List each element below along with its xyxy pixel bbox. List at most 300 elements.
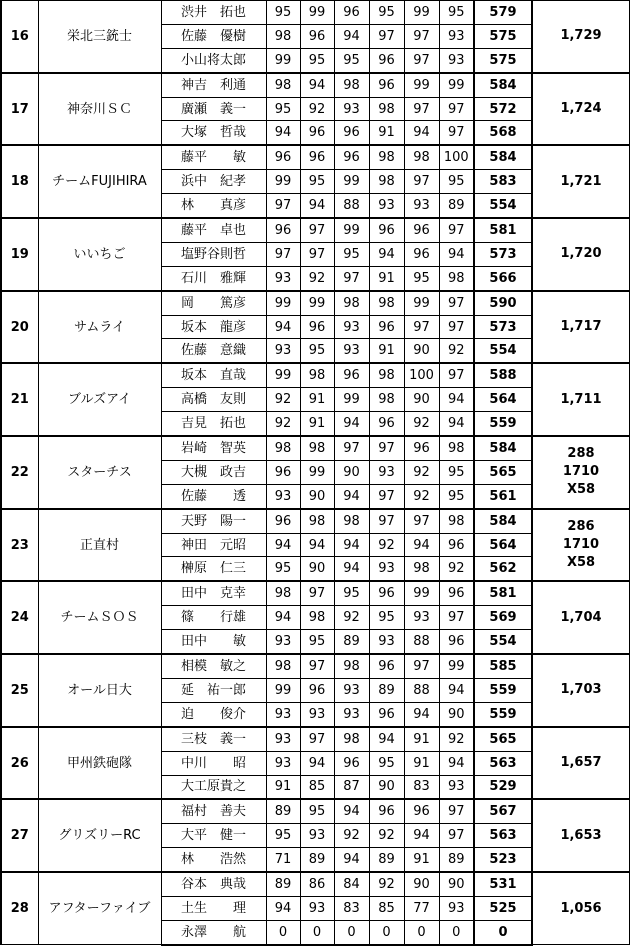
series-score: 98 <box>334 73 369 97</box>
shooter-name: 佐藤 透 <box>161 484 266 508</box>
series-score: 99 <box>439 654 474 678</box>
series-score: 97 <box>439 97 474 121</box>
series-score: 95 <box>300 630 334 654</box>
series-score: 95 <box>404 266 439 290</box>
series-score: 94 <box>266 606 300 630</box>
series-score: 91 <box>404 848 439 872</box>
series-score: 95 <box>439 484 474 508</box>
series-score: 99 <box>266 363 300 387</box>
series-score: 83 <box>404 775 439 799</box>
series-score: 97 <box>369 24 404 48</box>
series-score: 95 <box>266 824 300 848</box>
series-score: 96 <box>369 581 404 605</box>
series-score: 90 <box>334 460 369 484</box>
team-total <box>532 799 630 872</box>
team-total <box>532 727 630 800</box>
team-total-line: 1,724 <box>560 101 602 116</box>
team-total <box>532 363 630 436</box>
series-score: 98 <box>369 388 404 412</box>
team-name: いいちご <box>38 218 161 291</box>
series-score: 95 <box>439 0 474 24</box>
results-table-body <box>1 0 630 945</box>
series-score: 96 <box>404 218 439 242</box>
series-score: 98 <box>266 24 300 48</box>
shooter-name: 吉見 拓也 <box>161 412 266 436</box>
series-score: 97 <box>439 291 474 315</box>
team-total-line: 1,056 <box>560 900 602 916</box>
series-score: 83 <box>334 896 369 920</box>
series-score: 93 <box>334 339 369 363</box>
series-score: 92 <box>266 388 300 412</box>
shooter-total: 523 <box>474 848 532 872</box>
series-score: 88 <box>404 678 439 702</box>
series-score: 99 <box>300 0 334 24</box>
series-score: 96 <box>369 315 404 339</box>
series-score: 91 <box>300 412 334 436</box>
shooter-total: 563 <box>474 751 532 775</box>
team-rank: 19 <box>1 218 38 291</box>
series-score: 98 <box>439 509 474 533</box>
series-score: 90 <box>439 872 474 896</box>
shooter-name: 中川 昭 <box>161 751 266 775</box>
team-total <box>532 581 630 654</box>
shooter-total: 566 <box>474 266 532 290</box>
series-score: 99 <box>300 291 334 315</box>
series-score: 97 <box>439 121 474 145</box>
shooter-name: 林 浩然 <box>161 848 266 872</box>
series-score: 88 <box>334 194 369 218</box>
series-score: 99 <box>404 291 439 315</box>
series-score: 96 <box>439 630 474 654</box>
series-score: 99 <box>266 48 300 72</box>
team-total-line: 1,717 <box>560 319 602 335</box>
series-score: 98 <box>369 363 404 387</box>
shooter-total: 575 <box>474 24 532 48</box>
shooter-name: 石川 雅輝 <box>161 266 266 290</box>
team-name: 甲州鉄砲隊 <box>38 727 161 800</box>
series-score: 94 <box>439 412 474 436</box>
series-score: 97 <box>404 48 439 72</box>
shooter-total: 565 <box>474 460 532 484</box>
series-score: 90 <box>369 775 404 799</box>
shooter-total: 584 <box>474 436 532 460</box>
shooter-total: 573 <box>474 242 532 266</box>
series-score: 94 <box>334 799 369 823</box>
shooter-name: 大塚 哲哉 <box>161 121 266 145</box>
series-score: 96 <box>369 73 404 97</box>
series-score: 93 <box>404 194 439 218</box>
series-score: 93 <box>266 727 300 751</box>
series-score: 98 <box>300 509 334 533</box>
series-score: 96 <box>369 218 404 242</box>
team-name: チームＳＯＳ <box>38 581 161 654</box>
series-score: 98 <box>369 97 404 121</box>
shooter-name: 坂本 龍彦 <box>161 315 266 339</box>
series-score: 98 <box>300 436 334 460</box>
series-score: 95 <box>439 460 474 484</box>
shooter-name: 田中 敏 <box>161 630 266 654</box>
shooter-total: 575 <box>474 48 532 72</box>
table-row <box>1 654 630 678</box>
series-score: 96 <box>334 0 369 24</box>
series-score: 93 <box>266 630 300 654</box>
series-score: 100 <box>404 363 439 387</box>
series-score: 98 <box>334 291 369 315</box>
team-total-line: X58 <box>566 555 596 571</box>
team-total <box>532 509 630 582</box>
shooter-name: 廣瀬 義一 <box>161 97 266 121</box>
series-score: 89 <box>369 848 404 872</box>
series-score: 96 <box>334 751 369 775</box>
table-row <box>1 581 630 605</box>
series-score: 96 <box>300 315 334 339</box>
series-score: 93 <box>369 194 404 218</box>
series-score: 94 <box>369 727 404 751</box>
series-score: 92 <box>369 872 404 896</box>
table-row <box>1 145 630 169</box>
series-score: 100 <box>439 145 474 169</box>
shooter-name: 佐藤 優樹 <box>161 24 266 48</box>
series-score: 91 <box>369 121 404 145</box>
series-score: 96 <box>266 509 300 533</box>
team-rank: 20 <box>1 291 38 364</box>
shooter-total: 584 <box>474 73 532 97</box>
series-score: 98 <box>300 363 334 387</box>
series-score: 0 <box>369 920 404 944</box>
series-score: 94 <box>334 412 369 436</box>
series-score: 89 <box>369 678 404 702</box>
series-score: 97 <box>439 218 474 242</box>
series-score: 96 <box>266 218 300 242</box>
series-score: 0 <box>266 920 300 944</box>
series-score: 88 <box>404 630 439 654</box>
series-score: 96 <box>300 145 334 169</box>
series-score: 98 <box>334 509 369 533</box>
shooter-total: 568 <box>474 121 532 145</box>
series-score: 89 <box>300 848 334 872</box>
series-score: 92 <box>404 484 439 508</box>
shooter-total: 573 <box>474 315 532 339</box>
series-score: 96 <box>300 24 334 48</box>
series-score: 98 <box>404 557 439 581</box>
shooter-name: 谷本 典哉 <box>161 872 266 896</box>
series-score: 94 <box>439 678 474 702</box>
series-score: 97 <box>404 509 439 533</box>
shooter-name: 永澤 航 <box>161 920 266 944</box>
team-total-line: 1,653 <box>560 827 602 843</box>
series-score: 99 <box>266 170 300 194</box>
team-total <box>532 436 630 509</box>
team-name: チームFUJIHIRA <box>38 145 161 218</box>
shooter-total: 583 <box>474 170 532 194</box>
series-score: 0 <box>334 920 369 944</box>
series-score: 92 <box>300 97 334 121</box>
series-score: 97 <box>404 315 439 339</box>
shooter-name: 小山将太郎 <box>161 48 266 72</box>
series-score: 85 <box>369 896 404 920</box>
series-score: 93 <box>369 460 404 484</box>
series-score: 97 <box>404 170 439 194</box>
series-score: 87 <box>334 775 369 799</box>
shooter-total: 564 <box>474 388 532 412</box>
series-score: 95 <box>439 170 474 194</box>
series-score: 93 <box>300 896 334 920</box>
shooter-total: 554 <box>474 194 532 218</box>
series-score: 93 <box>334 678 369 702</box>
shooter-total: 584 <box>474 145 532 169</box>
series-score: 97 <box>266 194 300 218</box>
table-row <box>1 291 630 315</box>
series-score: 96 <box>266 145 300 169</box>
series-score: 92 <box>404 460 439 484</box>
team-total-line: 1,657 <box>560 755 602 771</box>
table-row <box>1 799 630 823</box>
shooter-name: 土生 理 <box>161 896 266 920</box>
series-score: 97 <box>404 24 439 48</box>
shooter-name: 迫 俊介 <box>161 702 266 726</box>
shooter-total: 579 <box>474 0 532 24</box>
series-score: 93 <box>404 606 439 630</box>
series-score: 93 <box>266 751 300 775</box>
series-score: 96 <box>439 581 474 605</box>
series-score: 97 <box>369 436 404 460</box>
team-rank: 21 <box>1 363 38 436</box>
team-total-line: 288 <box>567 446 595 462</box>
series-score: 90 <box>300 557 334 581</box>
series-score: 92 <box>439 557 474 581</box>
series-score: 92 <box>300 266 334 290</box>
shooter-name: 福村 善夫 <box>161 799 266 823</box>
series-score: 96 <box>369 412 404 436</box>
series-score: 97 <box>369 509 404 533</box>
shooter-name: 林 真彦 <box>161 194 266 218</box>
series-score: 96 <box>404 436 439 460</box>
series-score: 99 <box>404 581 439 605</box>
series-score: 97 <box>300 654 334 678</box>
series-score: 97 <box>300 242 334 266</box>
series-score: 96 <box>300 678 334 702</box>
shooter-total: 525 <box>474 896 532 920</box>
shooter-total: 562 <box>474 557 532 581</box>
series-score: 96 <box>266 460 300 484</box>
table-row <box>1 218 630 242</box>
series-score: 98 <box>369 170 404 194</box>
team-rank: 27 <box>1 799 38 872</box>
team-name: オール日大 <box>38 654 161 727</box>
series-score: 90 <box>404 388 439 412</box>
team-rank: 23 <box>1 509 38 582</box>
series-score: 96 <box>300 121 334 145</box>
team-total-line: 1710 <box>562 464 600 480</box>
shooter-name: 天野 陽一 <box>161 509 266 533</box>
series-score: 94 <box>300 194 334 218</box>
shooter-name: 大工原貴之 <box>161 775 266 799</box>
shooter-total: 581 <box>474 581 532 605</box>
series-score: 77 <box>404 896 439 920</box>
series-score: 97 <box>439 363 474 387</box>
shooter-name: 田中 克幸 <box>161 581 266 605</box>
series-score: 93 <box>300 702 334 726</box>
shooter-total: 581 <box>474 218 532 242</box>
series-score: 94 <box>404 824 439 848</box>
series-score: 92 <box>334 824 369 848</box>
series-score: 95 <box>369 751 404 775</box>
series-score: 94 <box>369 242 404 266</box>
series-score: 93 <box>266 339 300 363</box>
series-score: 93 <box>439 24 474 48</box>
shooter-name: 延 祐一郎 <box>161 678 266 702</box>
series-score: 96 <box>369 48 404 72</box>
shooter-total: 565 <box>474 727 532 751</box>
series-score: 98 <box>300 606 334 630</box>
table-row <box>1 727 630 751</box>
series-score: 97 <box>439 315 474 339</box>
series-score: 94 <box>266 315 300 339</box>
series-score: 93 <box>334 315 369 339</box>
series-score: 97 <box>439 606 474 630</box>
series-score: 95 <box>300 170 334 194</box>
series-score: 94 <box>300 751 334 775</box>
table-row <box>1 0 630 24</box>
shooter-total: 554 <box>474 630 532 654</box>
team-total <box>532 872 630 945</box>
team-name: 栄北三銃士 <box>38 0 161 73</box>
shooter-total: 529 <box>474 775 532 799</box>
shooter-total: 554 <box>474 339 532 363</box>
shooter-total: 584 <box>474 509 532 533</box>
shooter-name: 相模 敏之 <box>161 654 266 678</box>
series-score: 97 <box>334 266 369 290</box>
team-total <box>532 0 630 73</box>
series-score: 91 <box>369 339 404 363</box>
series-score: 93 <box>334 97 369 121</box>
series-score: 71 <box>266 848 300 872</box>
series-score: 85 <box>300 775 334 799</box>
series-score: 98 <box>439 266 474 290</box>
shooter-name: 塩野谷則哲 <box>161 242 266 266</box>
shooter-name: 坂本 直哉 <box>161 363 266 387</box>
shooter-total: 588 <box>474 363 532 387</box>
shooter-total: 590 <box>474 291 532 315</box>
series-score: 90 <box>300 484 334 508</box>
team-name: ブルズアイ <box>38 363 161 436</box>
series-score: 95 <box>334 242 369 266</box>
series-score: 94 <box>404 121 439 145</box>
team-rank: 16 <box>1 0 38 73</box>
team-total-line: 286 <box>567 519 595 535</box>
series-score: 95 <box>334 581 369 605</box>
series-score: 94 <box>266 121 300 145</box>
shooter-name: 渋井 拓也 <box>161 0 266 24</box>
team-rank: 25 <box>1 654 38 727</box>
shooter-name: 浜中 紀孝 <box>161 170 266 194</box>
series-score: 94 <box>334 24 369 48</box>
series-score: 94 <box>266 533 300 557</box>
series-score: 97 <box>439 799 474 823</box>
team-total-line: 1,721 <box>560 173 602 189</box>
series-score: 92 <box>404 412 439 436</box>
series-score: 89 <box>439 194 474 218</box>
series-score: 0 <box>439 920 474 944</box>
series-score: 95 <box>266 97 300 121</box>
series-score: 84 <box>334 872 369 896</box>
series-score: 97 <box>266 242 300 266</box>
shooter-name: 篠 行雄 <box>161 606 266 630</box>
shooter-name: 岩崎 智英 <box>161 436 266 460</box>
series-score: 92 <box>369 824 404 848</box>
team-name: サムライ <box>38 291 161 364</box>
shooter-name: 佐藤 意織 <box>161 339 266 363</box>
series-score: 96 <box>334 121 369 145</box>
series-score: 94 <box>300 533 334 557</box>
series-score: 96 <box>404 799 439 823</box>
series-score: 97 <box>300 581 334 605</box>
team-rank: 22 <box>1 436 38 509</box>
team-rank: 17 <box>1 73 38 146</box>
shooter-total: 531 <box>474 872 532 896</box>
team-total-line: 1,704 <box>560 609 602 625</box>
series-score: 94 <box>334 484 369 508</box>
table-row <box>1 872 630 896</box>
team-name: 正直村 <box>38 509 161 582</box>
series-score: 98 <box>439 436 474 460</box>
series-score: 97 <box>404 654 439 678</box>
series-score: 95 <box>300 48 334 72</box>
team-rank: 28 <box>1 872 38 945</box>
series-score: 96 <box>334 145 369 169</box>
series-score: 93 <box>369 557 404 581</box>
series-score: 92 <box>334 606 369 630</box>
series-score: 94 <box>334 533 369 557</box>
series-score: 95 <box>266 557 300 581</box>
series-score: 89 <box>266 799 300 823</box>
shooter-name: 藤平 卓也 <box>161 218 266 242</box>
team-name: グリズリーRC <box>38 799 161 872</box>
shooter-total: 563 <box>474 824 532 848</box>
shooter-total: 559 <box>474 702 532 726</box>
series-score: 90 <box>404 872 439 896</box>
series-score: 95 <box>369 606 404 630</box>
series-score: 94 <box>404 533 439 557</box>
series-score: 98 <box>266 73 300 97</box>
series-score: 94 <box>439 242 474 266</box>
series-score: 96 <box>369 799 404 823</box>
series-score: 99 <box>266 291 300 315</box>
series-score: 92 <box>369 533 404 557</box>
series-score: 91 <box>369 266 404 290</box>
series-score: 89 <box>266 872 300 896</box>
shooter-total: 564 <box>474 533 532 557</box>
series-score: 89 <box>334 630 369 654</box>
team-total <box>532 218 630 291</box>
shooter-total: 0 <box>474 920 532 944</box>
series-score: 92 <box>439 339 474 363</box>
series-score: 93 <box>369 630 404 654</box>
series-score: 92 <box>439 727 474 751</box>
series-score: 95 <box>334 48 369 72</box>
series-score: 93 <box>439 896 474 920</box>
team-rank: 26 <box>1 727 38 800</box>
series-score: 93 <box>266 266 300 290</box>
shooter-total: 585 <box>474 654 532 678</box>
series-score: 93 <box>266 702 300 726</box>
shooter-name: 神吉 利通 <box>161 73 266 97</box>
team-rank: 24 <box>1 581 38 654</box>
team-total-line: 1,720 <box>560 246 602 262</box>
team-name: アフターファイブ <box>38 872 161 945</box>
series-score: 94 <box>334 848 369 872</box>
shooter-name: 岡 篤彦 <box>161 291 266 315</box>
